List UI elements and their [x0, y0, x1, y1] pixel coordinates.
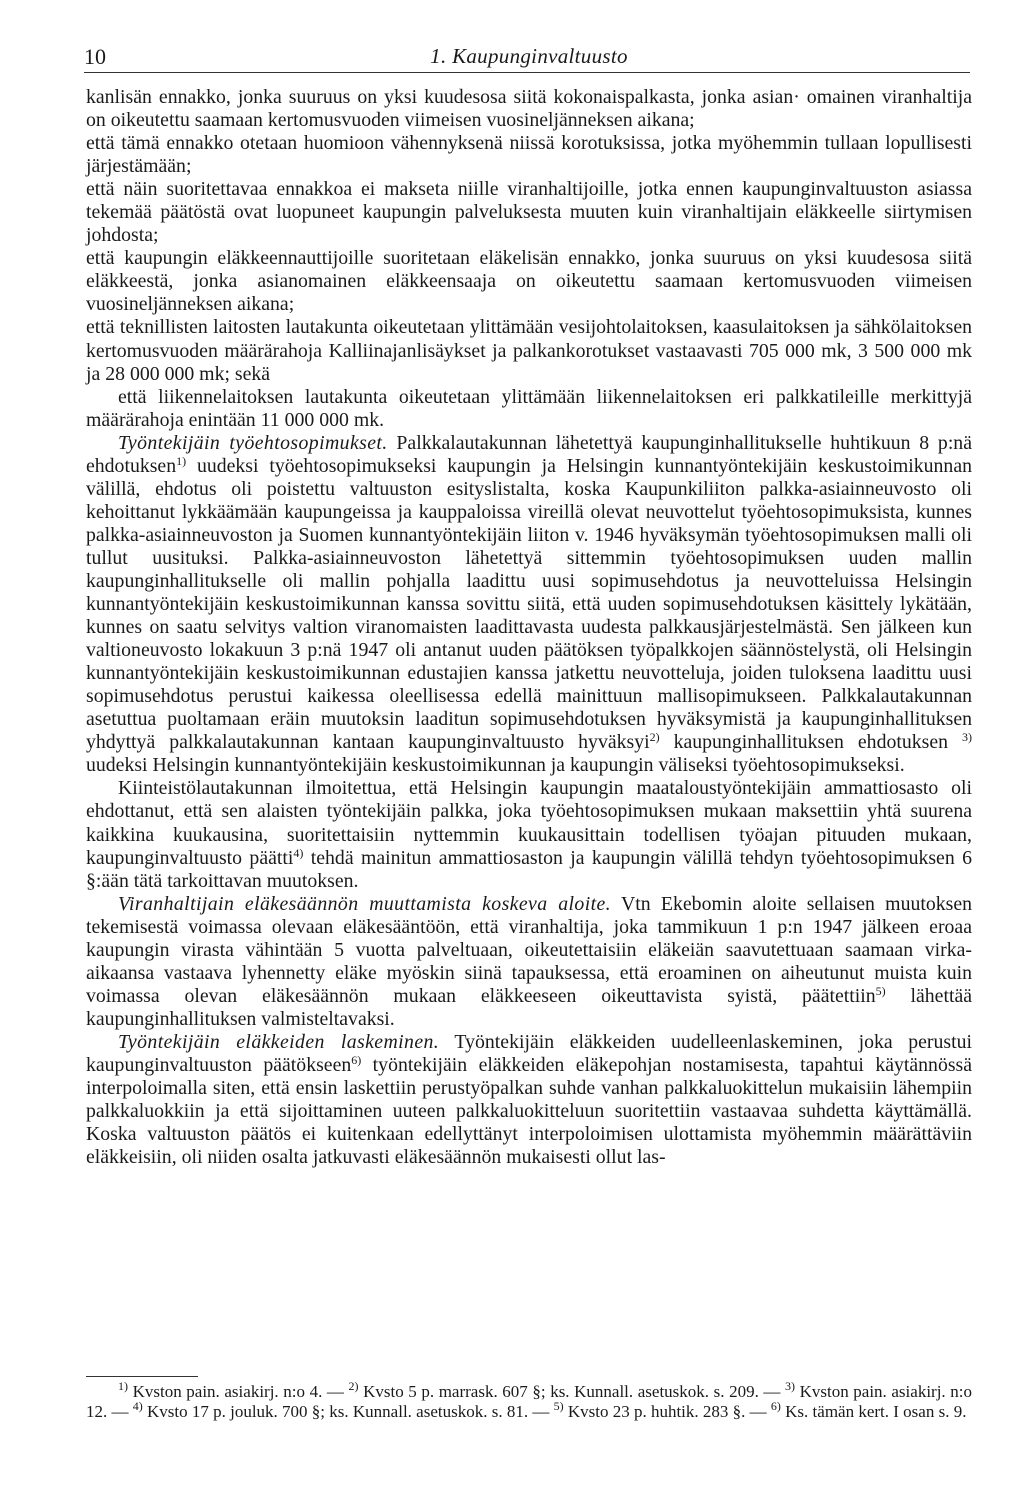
footnote-ref: 6): [351, 1052, 362, 1067]
footnote-ref: 2): [649, 730, 660, 745]
text-run: kanlisän ennakko, jonka suuruus on yksi kuudesosa siitä kokonaispalkasta, jonka asian· omainen viranhaltija on oikeutettu saamaan kertomusvuoden viimeisen vuosineljänneksen aikana;: [86, 86, 972, 132]
paragraph: [86, 777, 972, 892]
text-run: Kvsto 23 p. huhtik. 283 §. —: [563, 1401, 771, 1421]
paragraph: [86, 1031, 972, 1169]
paragraph: [86, 247, 972, 316]
text-run: Kvston pain. asiakirj. n:o 4. —: [128, 1382, 349, 1401]
footnote-ref: 3): [785, 1379, 795, 1393]
text-run: Vtn Ekebomin aloite sellaisen muutoksen tekemisestä voimassa olevaan eläkesääntöön, että viranhaltija, joka tammikuun 1 p:n 1947 jälkeen eroaa kaupungin virasta vähintään 5 vuotta palveltuaan, oikeutettaisiin eläkeiän saavutettuaan saamaan virka-aikaansa vastaava lyhennetty eläke myöskin siinä tapauksessa, että eroaminen on aiheutunut muista kuin voimassa olevan eläkesäännön mukaan eläkkeeseen oikeuttavista syistä, päätettiin: [86, 892, 973, 1007]
paragraph: [86, 386, 972, 432]
text-run: että teknillisten laitosten lautakunta oikeutetaan ylittämään vesijohtolaitoksen, kaasulaitoksen ja sähkölaitoksen kertomusvuoden määrärahoja Kalliinajanlisäykset ja palkankorotukset vastaavasti 705 000 mk, 3 500 000 mk ja 28 000 000 mk; sekä: [86, 316, 972, 385]
text-run: työntekijäin eläkkeiden eläkepohjan nostamisesta, tapahtui käytännössä interpoloimalla siten, että ensin laskettiin perustyöpalkan suhde vanhan palkkaluokittelun mukaisiin lähempiin palkkaluokkiin ja että sijoittaminen uuteen palkkaluokitteluun suoritettiin vastaavaa suhdetta käyttämällä. Koska valtuuston päätös ei kuitenkaan edellyttänyt interpoloimisen ulottamista myöhemmin määrättäviin eläkkeisiin, oli niiden osalta jatkuvasti eläkesäännön mukaisesti ollut las-: [86, 1053, 973, 1169]
text-run: että liikennelaitoksen lautakunta oikeutetaan ylittämään liikennelaitoksen eri palkkatileille merkittyjä määrärahoja enintään 11 000 000 mk.: [86, 385, 972, 431]
page-header: [84, 44, 974, 74]
footnote-rule: [86, 1376, 198, 1377]
paragraph: [86, 178, 972, 247]
footnote-ref: 4): [132, 1398, 143, 1413]
text-run: tehdä mainitun ammattiosaston ja kaupungin välillä tehdyn työehtosopimuksen 6 §:ään tätä tarkoittavan muutoksen.: [86, 846, 972, 892]
paragraph: [86, 432, 972, 778]
text-run: uudeksi työehtosopimukseksi kaupungin ja Helsingin kunnantyöntekijäin keskustoimikunnan välillä, ehdotus oli poistettu valtuuston esityslistalta, koska Kaupunkiliiton palkka-asiainneuvosto oli kehoittanut lykkäämään kaupungeissa ja kauppaloissa vireillä olevat neuvottelut työehtosopimuksista, kunnes palkka-asiainneuvoston ja Suomen kunnantyöntekijäin liiton v. 1946 hyväksymän työehtosopimuksen malli oli tullut uusituksi. Palkka-asiainneuvoston lähetettyä sittemmin työehtosopimuksen uuden mallin kaupunginhallitukselle oli mallin pohjalla laadittu uusi sopimusehdotus ja neuvotteluissa Helsingin kunnantyöntekijäin keskustoimikunnan kanssa sovittu siitä, että uuden sopimusehdotuksen käsittely lykätään, kunnes on saatu selvitys valtion viranomaisten laadittavasta uudesta palkkausjärjestelmästä. Sen jälkeen kun valtioneuvosto lokakuun 3 p:nä 1947 oli antanut uuden päätöksen työpalkkojen säännöstelystä, oli Helsingin kunnantyöntekijäin keskustoimikunnan edustajien kanssa jatkettu neuvotteluja, joiden tuloksena laadittu uusi sopimusehdotus perustui kaikessa oleellisessa edellä mainittuun mallisopimukseen. Palkkalautakunnan asetuttua puoltamaan eräin muutoksin laaditun sopimusehdotuksen hyväksymistä ja kaupunginhallituksen yhdyttyä palkkalautakunnan kantaan kaupunginvaltuusto hyväksyi: [86, 454, 972, 754]
section-heading: Työntekijäin työehtosopimukset.: [118, 431, 388, 454]
footnote-ref: 5): [875, 983, 886, 998]
text-run: että kaupungin eläkkeennauttijoille suoritetaan eläkelisän ennakko, jonka suuruus on yksi kuudesosa siitä eläkkeestä, jonka asianomainen eläkkeensaaja on oikeutettu saamaan kertomusvuoden viimeisen vuosineljänneksen aikana;: [86, 247, 972, 316]
text-run: Ks. tämän kert. I osan s. 9.: [780, 1401, 967, 1421]
section-heading: Työntekijäin eläkkeiden laskeminen.: [118, 1030, 440, 1053]
text-run: Kvsto 5 p. marrask. 607 §; ks. Kunnall. asetuskok. s. 209. —: [358, 1382, 785, 1401]
footnote-ref: 3): [962, 730, 972, 745]
text-run: että näin suoritettavaa ennakkoa ei makseta niille viranhaltijoille, jotka ennen kaupunginvaltuuston asiassa tekemää päätöstä ovat luopuneet kaupungin palveluksesta muuten kuin viranhaltijain eläkkeelle siirtymisen johdosta;: [86, 178, 972, 247]
footnote-paragraph: [86, 1379, 972, 1421]
footnote-ref: 6): [770, 1398, 781, 1413]
text-run: lähettää kaupunginhallituksen valmisteltavaksi.: [86, 984, 972, 1030]
text-run: Kiinteistölautakunnan ilmoitettua, että Helsingin kaupungin maataloustyöntekijäin ammattiosasto oli ehdottanut, että sen alaisten työntekijäin palkka, joka työehtosopimuksen mukaan maksettiin yhtä suurena kaikkina kuukausina, suoritettaisiin nyttemmin kuukausittain todellisen työajan pituuden mukaan, kaupunginvaltuusto päätti: [86, 777, 972, 869]
text-run: uudeksi Helsingin kunnantyöntekijäin keskustoimikunnan ja kaupungin väliseksi työehtosopimukseksi.: [86, 754, 905, 777]
text-run: että tämä ennakko otetaan huomioon vähennyksenä niissä korotuksissa, jotka myöhemmin tullaan lopullisesti järjestämään;: [86, 132, 972, 178]
text-run: Työntekijäin eläkkeiden uudelleenlaskeminen, joka perustui kaupunginvaltuuston päätökseen: [86, 1030, 972, 1076]
page-number: 10: [84, 44, 106, 69]
footnote-ref: 5): [553, 1398, 564, 1413]
body-text: [86, 86, 972, 1169]
text-run: Kvston pain. asiakirj. n:o 12. —: [86, 1382, 972, 1421]
paragraph: [86, 893, 972, 1031]
running-title: 1. Kaupunginvaltuusto: [430, 44, 628, 68]
paragraph: [86, 86, 972, 132]
text-run: kaupunginhallituksen ehdotuksen: [659, 731, 962, 754]
section-heading: Viranhaltijain eläkesäännön muuttamista koskeva aloite.: [118, 892, 612, 915]
text-run: Palkkalautakunnan lähetettyä kaupunginhallitukselle huhtikuun 8 p:nä ehdotuksen: [86, 431, 972, 477]
footnote-ref: 1): [118, 1379, 128, 1393]
footnotes: [86, 1379, 972, 1421]
footnote-ref: 1): [176, 453, 187, 468]
text-run: Kvsto 17 p. jouluk. 700 §; ks. Kunnall. asetuskok. s. 81. —: [142, 1401, 554, 1421]
header-rule: [84, 72, 970, 73]
paragraph: [86, 132, 972, 178]
footnote-ref: 2): [348, 1379, 359, 1393]
footnote-ref: 4): [293, 845, 304, 860]
paragraph: [86, 316, 972, 385]
